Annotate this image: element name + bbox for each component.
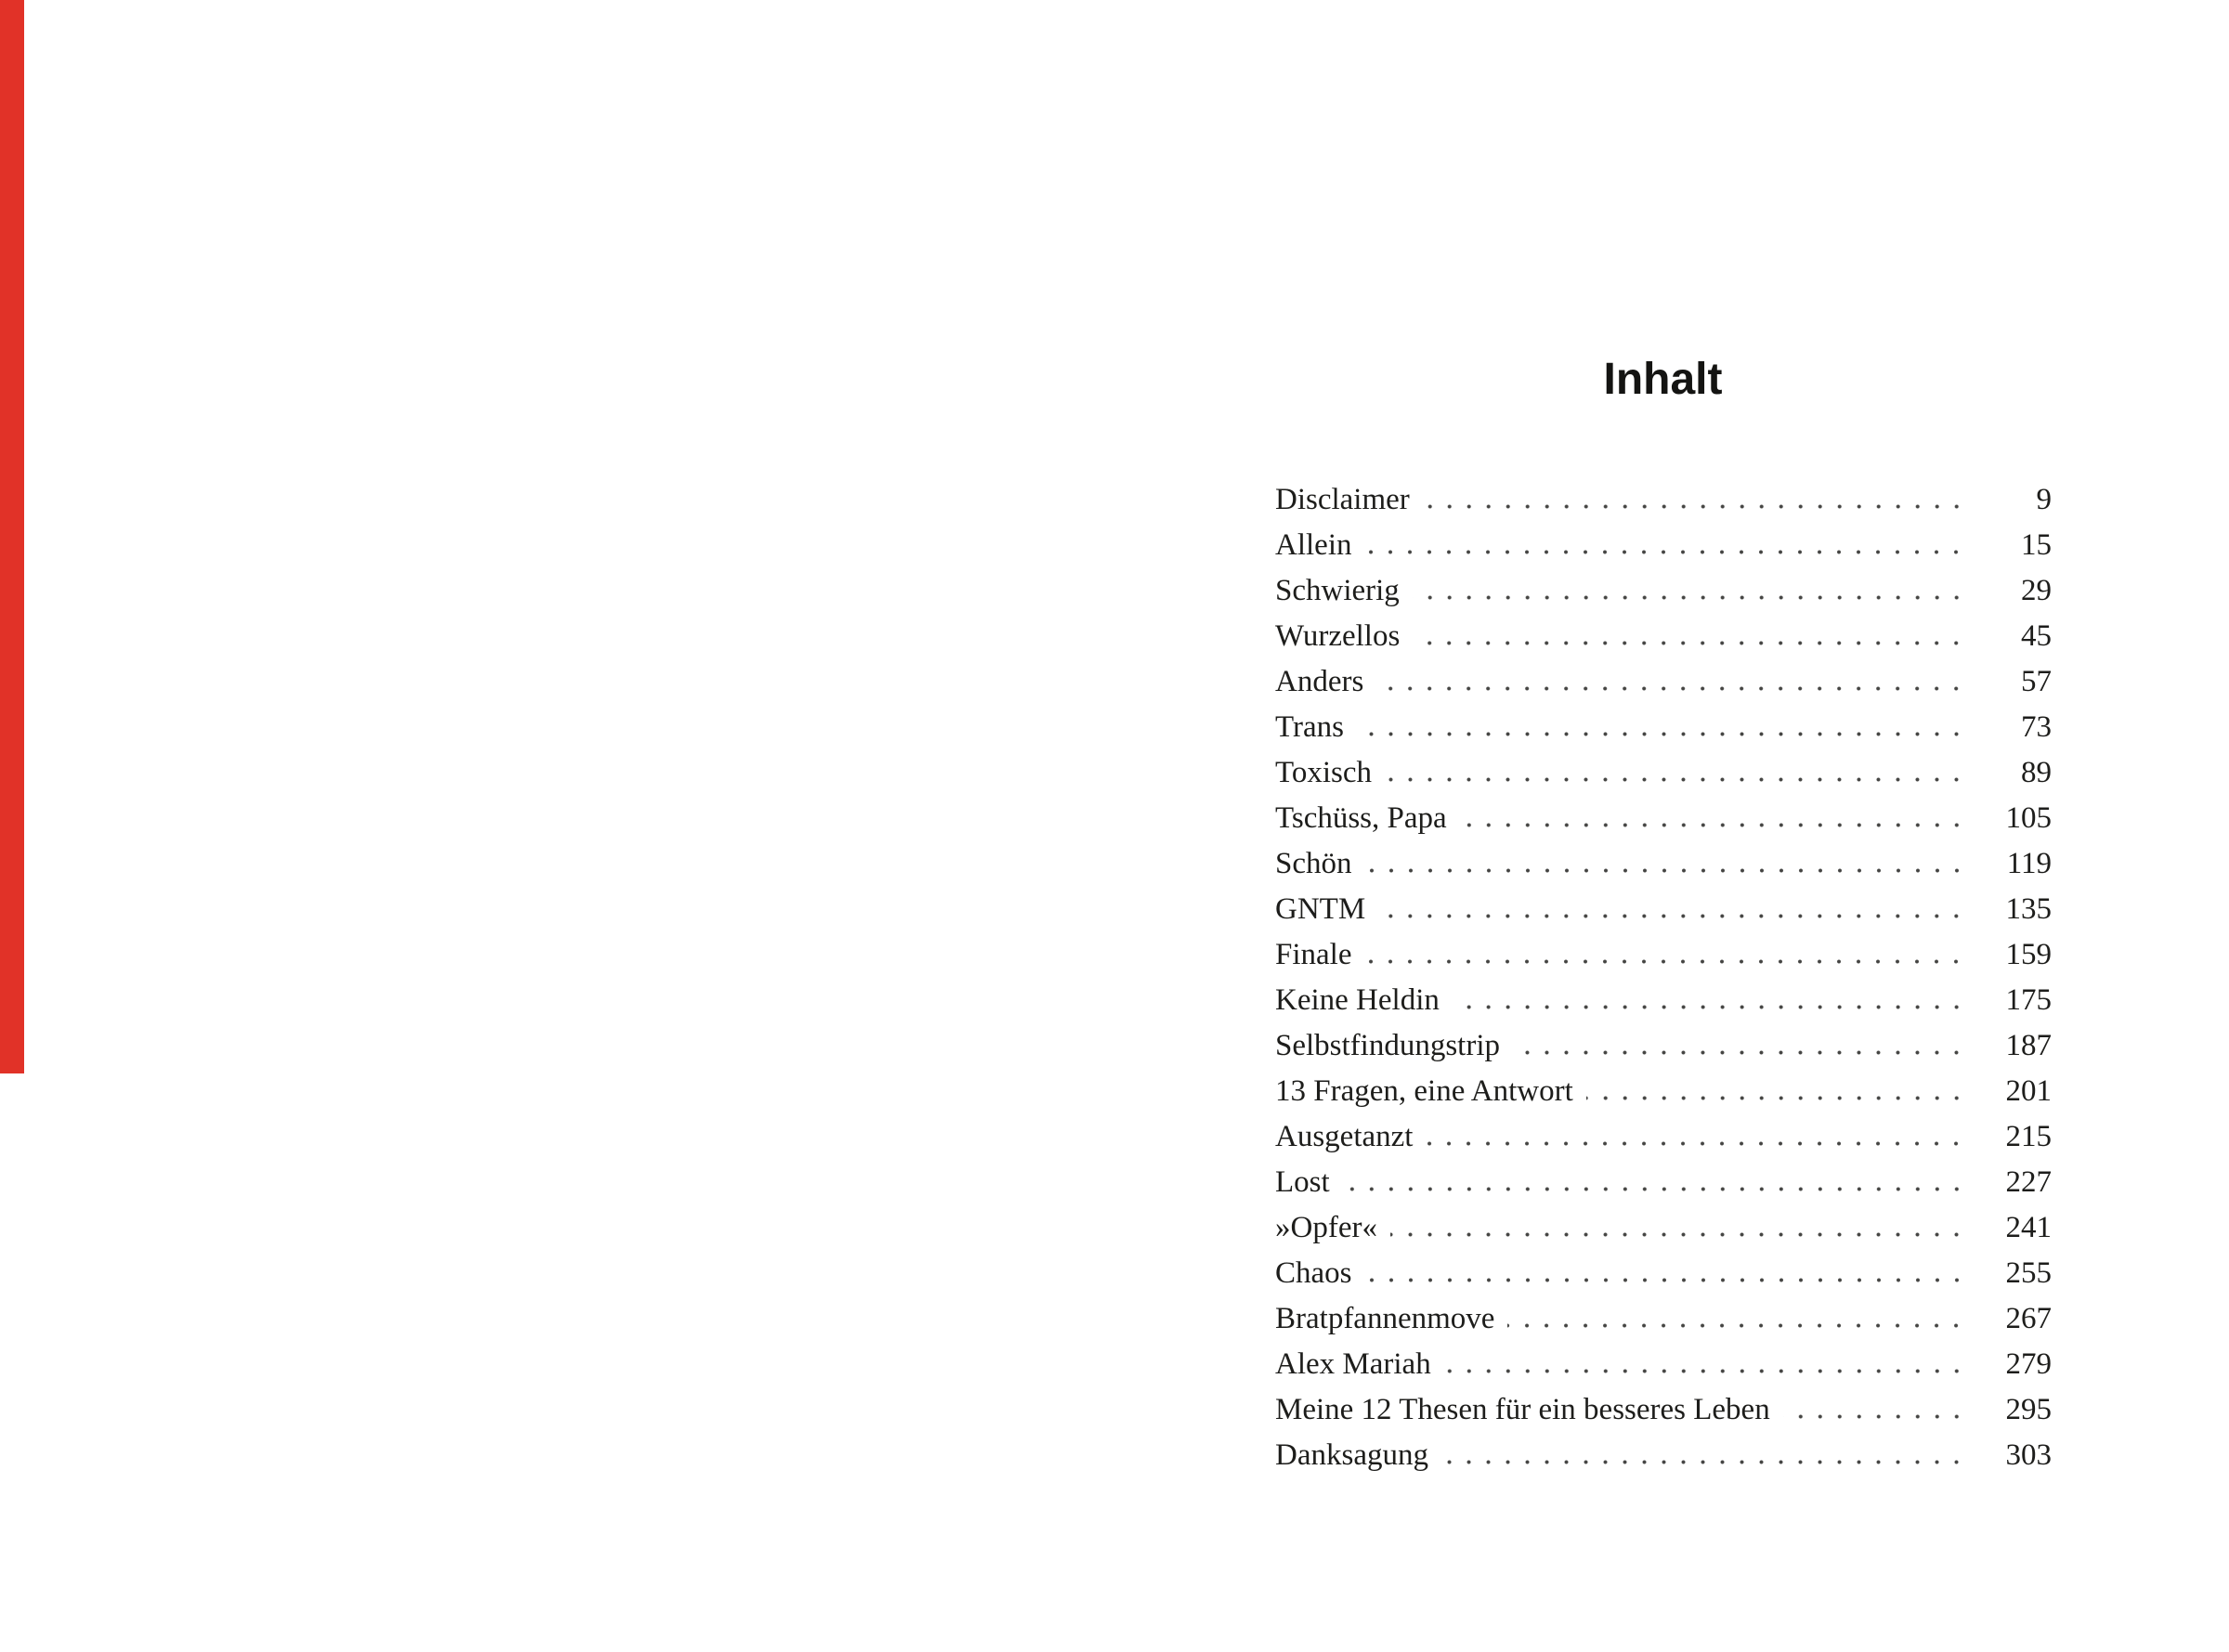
toc-entry-label: Chaos — [1275, 1256, 1352, 1290]
toc-entry-label: Selbstfindungstrip — [1275, 1029, 1501, 1062]
toc-entry-page-number: 45 — [2021, 619, 2052, 653]
toc-row — [1275, 978, 2052, 1023]
toc-row — [1275, 1114, 2052, 1160]
toc-entry-label: GNTM — [1275, 892, 1366, 926]
dot-leader — [1357, 732, 1966, 736]
toc-row — [1275, 1251, 2052, 1296]
toc-row — [1275, 1342, 2052, 1387]
toc-entry-label: Bratpfannenmove — [1275, 1302, 1495, 1335]
toc-entry-page-number: 73 — [2021, 710, 2052, 744]
toc-entry-label: Tschüss, Papa — [1275, 801, 1447, 835]
dot-leader — [1343, 1187, 1966, 1191]
toc-entry-page-number: 215 — [2005, 1120, 2052, 1153]
toc-row — [1275, 841, 2052, 887]
toc-entry-page-number: 135 — [2005, 892, 2052, 926]
book-cover-edge-stripe — [0, 0, 24, 1073]
table-of-contents — [1275, 477, 2052, 1478]
dot-leader — [1378, 914, 1966, 918]
toc-entry-page-number: 159 — [2005, 938, 2052, 971]
toc-entry-page-number: 89 — [2021, 756, 2052, 789]
toc-row — [1275, 1069, 2052, 1114]
dot-leader — [1513, 1050, 1966, 1055]
dot-leader — [1365, 1278, 1967, 1282]
toc-entry-page-number: 119 — [2006, 847, 2052, 880]
toc-row — [1275, 1387, 2052, 1433]
toc-entry-label: Lost — [1275, 1165, 1330, 1199]
toc-entry-page-number: 279 — [2005, 1347, 2052, 1381]
dot-leader — [1460, 823, 1966, 827]
toc-entry-page-number: 29 — [2021, 574, 2052, 607]
toc-entry-label: Toxisch — [1275, 756, 1373, 789]
toc-entry-page-number: 57 — [2021, 665, 2052, 698]
toc-row — [1275, 568, 2052, 614]
toc-entry-label: Finale — [1275, 938, 1352, 971]
toc-row — [1275, 750, 2052, 796]
toc-entry-page-number: 201 — [2005, 1074, 2052, 1108]
toc-entry-page-number: 241 — [2005, 1211, 2052, 1244]
dot-leader — [1376, 686, 1966, 691]
toc-row — [1275, 887, 2052, 932]
toc-row — [1275, 1023, 2052, 1069]
dot-leader — [1783, 1414, 1966, 1419]
dot-leader — [1364, 550, 1966, 554]
dot-leader — [1453, 1005, 1966, 1009]
toc-entry-label: Allein — [1275, 528, 1352, 562]
toc-entry-page-number: 15 — [2021, 528, 2052, 562]
toc-entry-page-number: 105 — [2005, 801, 2052, 835]
toc-row — [1275, 705, 2052, 750]
toc-entry-label: Schwierig — [1275, 574, 1400, 607]
toc-row — [1275, 523, 2052, 568]
toc-entry-label: Anders — [1275, 665, 1364, 698]
toc-entry-label: Ausgetanzt — [1275, 1120, 1414, 1153]
toc-entry-label: »Opfer« — [1275, 1211, 1377, 1244]
toc-entry-page-number: 187 — [2005, 1029, 2052, 1062]
toc-entry-page-number: 9 — [2036, 483, 2052, 516]
toc-entry-page-number: 303 — [2005, 1438, 2052, 1472]
dot-leader — [1390, 1232, 1966, 1237]
toc-entry-label: Danksagung — [1275, 1438, 1428, 1472]
toc-entry-page-number: 255 — [2005, 1256, 2052, 1290]
toc-entry-page-number: 267 — [2005, 1302, 2052, 1335]
toc-entry-label: Wurzellos — [1275, 619, 1401, 653]
dot-leader — [1365, 868, 1967, 873]
toc-entry-label: Disclaimer — [1275, 483, 1410, 516]
dot-leader — [1441, 1460, 1966, 1464]
toc-entry-page-number: 295 — [2005, 1393, 2052, 1426]
toc-entry-label: Schön — [1275, 847, 1352, 880]
toc-row — [1275, 1296, 2052, 1342]
toc-row — [1275, 477, 2052, 523]
toc-row — [1275, 1433, 2052, 1478]
toc-entry-label: Alex Mariah — [1275, 1347, 1431, 1381]
dot-leader — [1507, 1323, 1966, 1328]
dot-leader — [1586, 1096, 1966, 1100]
dot-leader — [1444, 1369, 1966, 1373]
toc-row — [1275, 1205, 2052, 1251]
dot-leader — [1423, 504, 1966, 509]
dot-leader — [1413, 595, 1966, 600]
dot-leader — [1385, 777, 1966, 782]
toc-row — [1275, 796, 2052, 841]
toc-entry-label: Trans — [1275, 710, 1344, 744]
dot-leader — [1364, 959, 1966, 964]
toc-row — [1275, 614, 2052, 659]
toc-entry-label: Meine 12 Thesen für ein besseres Leben — [1275, 1393, 1770, 1426]
toc-row — [1275, 932, 2052, 978]
toc-row — [1275, 1160, 2052, 1205]
toc-entry-page-number: 175 — [2005, 983, 2052, 1017]
page-title: Inhalt — [1603, 355, 1723, 405]
toc-entry-page-number: 227 — [2005, 1165, 2052, 1199]
dot-leader — [1426, 1141, 1966, 1146]
toc-row — [1275, 659, 2052, 705]
dot-leader — [1413, 641, 1966, 645]
toc-entry-label: Keine Heldin — [1275, 983, 1440, 1017]
toc-entry-label: 13 Fragen, eine Antwort — [1275, 1074, 1573, 1108]
